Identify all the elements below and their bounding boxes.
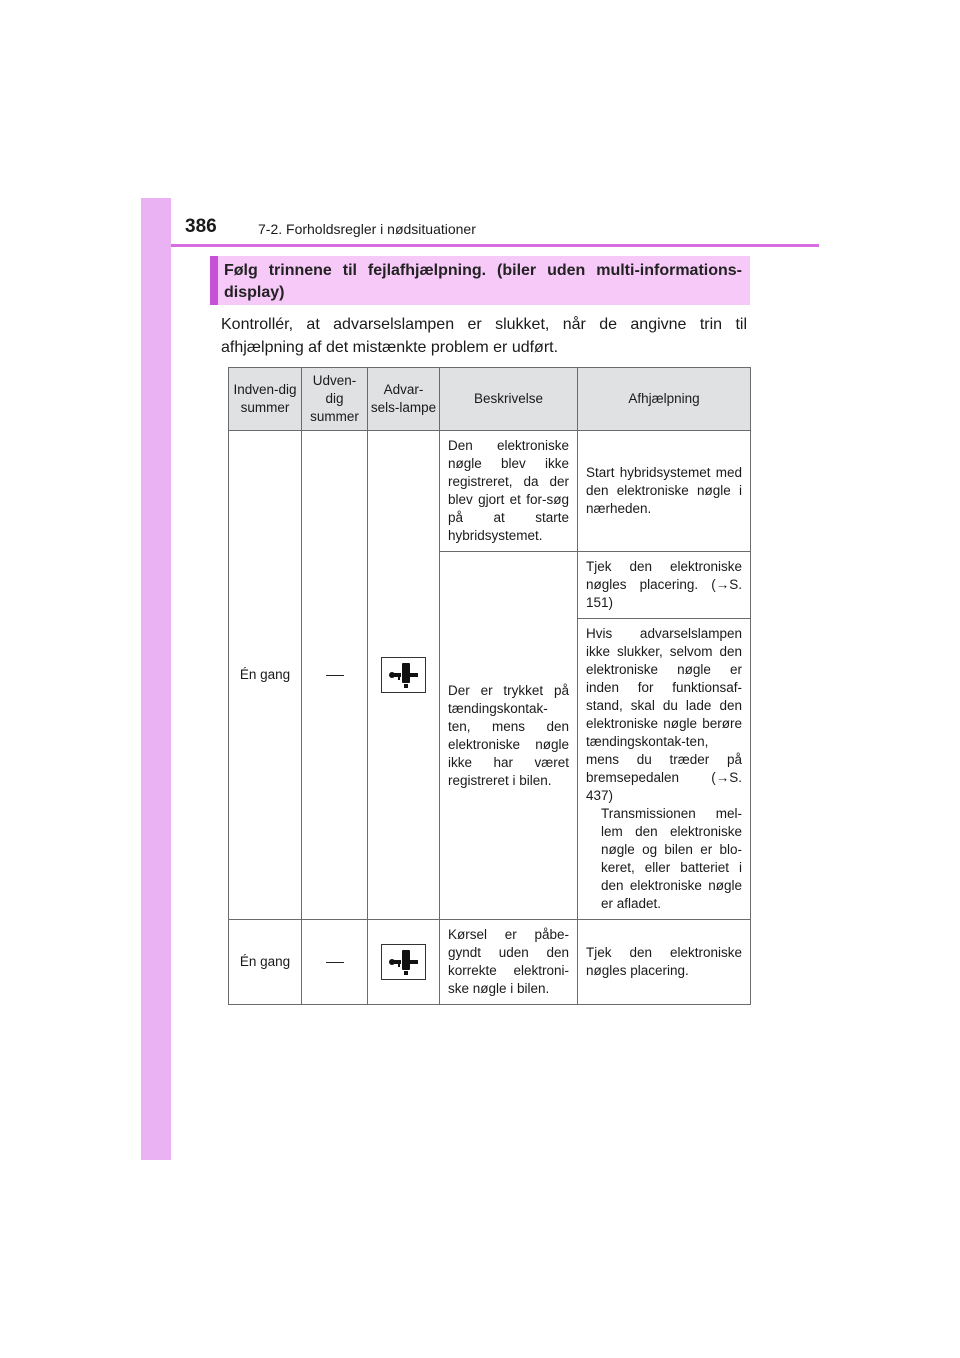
callout-accent-bar (210, 256, 218, 305)
dash-mark (326, 962, 344, 963)
intro-paragraph: Kontrollér, at advarselslampen er slukket, når de angivne trin til afhjælpning af det mistænkte problem er udført. (221, 316, 747, 356)
header-rule (171, 244, 819, 247)
remedy-note: Transmissionen mel-lem den elektroniske nøgle og bilen er blo-keret, eller batteriet i den elektroniske nøgle er afladet. (601, 806, 742, 911)
cell-inside-buzzer: Én gang (229, 431, 302, 920)
cell-outside-buzzer (302, 920, 368, 1005)
header-outside-buzzer: Udven-dig summer (302, 368, 368, 431)
cell-warning-lamp (368, 431, 440, 920)
header-warning-lamp: Advar-sels-lampe (368, 368, 440, 431)
cell-description: Den elektroniske nøgle blev ikke registreret, da der blev gjort et for-søg på at starte hybridsystemet. (440, 431, 578, 552)
cell-remedy: Start hybridsystemet med den elektroniske nøgle i nærheden. (578, 431, 751, 552)
cell-inside-buzzer: Én gang (229, 920, 302, 1005)
key-warning-icon (381, 944, 426, 980)
side-tab (141, 198, 171, 1160)
cell-remedy (578, 619, 751, 920)
troubleshooting-table (228, 367, 751, 1005)
callout-title: Følg trinnene til fejlafhjælpning. (biler uden multi-informations-display) (224, 262, 742, 301)
key-warning-icon (381, 657, 426, 693)
header-remedy: Afhjælpning (578, 368, 751, 431)
page-number: 386 (185, 216, 217, 237)
dash-mark (326, 675, 344, 676)
cell-description: Kørsel er påbe-gyndt uden den korrekte elektroni-ske nøgle i bilen. (440, 920, 578, 1005)
remedy-text: Hvis advarselslampen ikke slukker, selvom den elektroniske nøgle er inden for funktionsaf-stand, skal du lade den elektroniske nøgle berøre tændingskontak-ten, mens du træder på bremsepedalen (→S. 437) (586, 626, 742, 803)
cell-remedy: Tjek den elektroniske nøgles placering. (578, 920, 751, 1005)
table-row (229, 431, 751, 552)
section-title: 7-2. Forholdsregler i nødsituationer (258, 221, 476, 237)
table-header-row (229, 368, 751, 431)
cell-outside-buzzer (302, 431, 368, 920)
header-inside-buzzer: Indven-dig summer (229, 368, 302, 431)
cell-warning-lamp (368, 920, 440, 1005)
cell-remedy: Tjek den elektroniske nøgles placering. (→S. 151) (578, 552, 751, 619)
header-description: Beskrivelse (440, 368, 578, 431)
table-row (229, 920, 751, 1005)
callout-box (210, 256, 750, 305)
cell-description: Der er trykket på tændingskontak-ten, mens den elektroniske nøgle ikke har været registreret i bilen. (440, 552, 578, 920)
